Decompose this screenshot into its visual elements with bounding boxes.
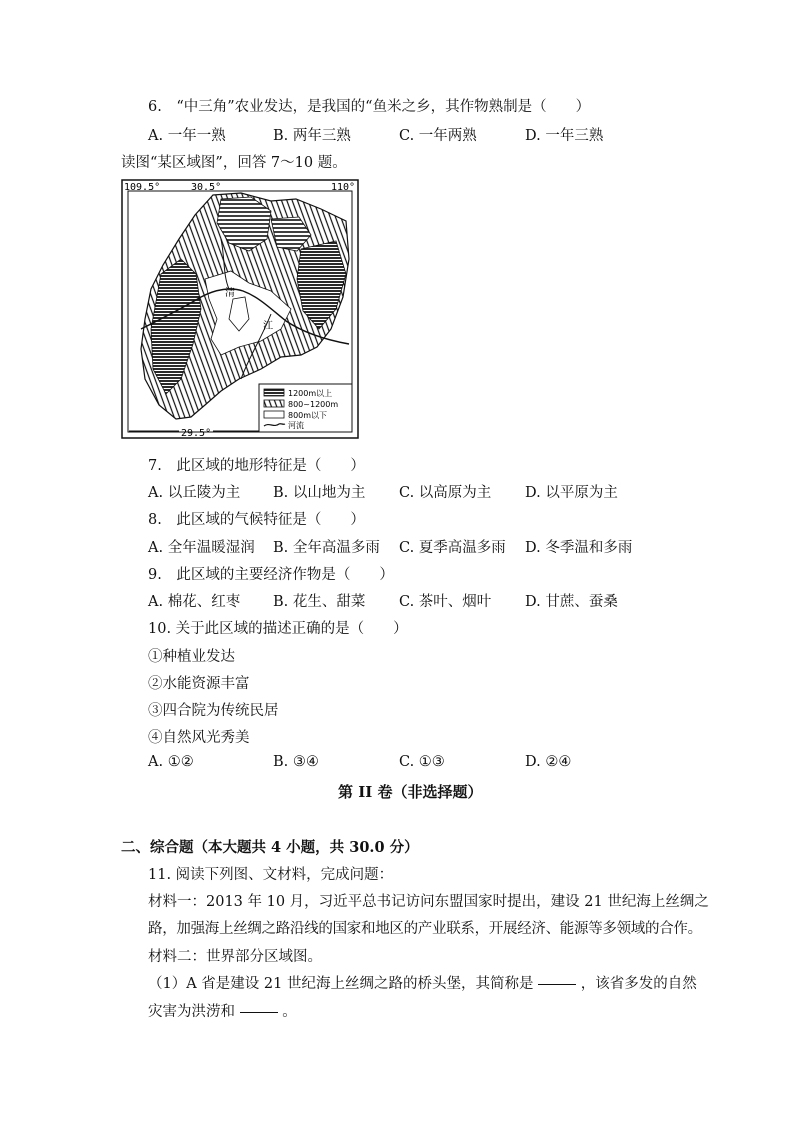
q11-sub1-line1 [148, 972, 697, 993]
q11-sub1-text-a: （1）A 省是建设 21 世纪海上丝绸之路的桥头堡，其简称是 [148, 976, 534, 992]
q11-material2: 材料二：世界部分区域图。 [148, 949, 322, 965]
q10-option-d[interactable]: D. ②④ [525, 754, 572, 770]
q7-stem: 7. 此区域的地形特征是（ ） [148, 458, 365, 474]
q6-stem: 6. “中三角”农业发达，是我国的“鱼米之乡，其作物熟制是（ ） [148, 99, 591, 115]
q10-option-c[interactable]: C. ①③ [399, 754, 445, 770]
q6-option-c[interactable]: C. 一年两熟 [399, 128, 477, 144]
q7-option-d[interactable]: D. 以平原为主 [525, 485, 618, 501]
q11-material1-line1: 材料一：2013 年 10 月，习近平总书记访问东盟国家时提出，建设 21 世纪海上丝绸之 [148, 894, 709, 910]
q10-option-a[interactable]: A. ①② [148, 754, 194, 770]
q7-option-b[interactable]: B. 以山地为主 [273, 485, 366, 501]
q6-option-d[interactable]: D. 一年三熟 [525, 128, 604, 144]
q9-stem: 9. 此区域的主要经济作物是（ ） [148, 567, 394, 583]
q7-option-c[interactable]: C. 以高原为主 [399, 485, 492, 501]
q8-option-a[interactable]: A. 全年温暖湿润 [148, 540, 255, 556]
q10-statement-2: ②水能资源丰富 [148, 676, 250, 692]
legend-swatch-mid [264, 400, 284, 407]
lon-left-label: 109.5° [124, 182, 161, 193]
region-map [121, 179, 359, 439]
part2-title: 第 II 卷（非选择题） [338, 783, 483, 801]
legend-high-label: 1200m以上 [288, 389, 333, 398]
q11-sub1-text-d: 。 [282, 1004, 297, 1020]
river-label-jiang: 江 [263, 321, 273, 332]
intro-7-10: 读图“某区域图”，回答 7～10 题。 [121, 155, 347, 171]
q7-option-a[interactable]: A. 以丘陵为主 [148, 485, 241, 501]
q9-option-b[interactable]: B. 花生、甜菜 [273, 594, 366, 610]
q11-sub1-text-b: ，该省多发的自然 [580, 976, 697, 992]
q11-sub1-line2 [148, 1000, 297, 1021]
legend-swatch-high [264, 389, 284, 396]
river-label-qing: 清 [225, 288, 235, 299]
q6-option-a[interactable]: A. 一年一熟 [148, 128, 226, 144]
q9-option-c[interactable]: C. 茶叶、烟叶 [399, 594, 492, 610]
legend-low-label: 800m以下 [288, 411, 328, 420]
q8-option-d[interactable]: D. 冬季温和多雨 [525, 540, 633, 556]
legend-swatch-low [264, 411, 284, 418]
q6-option-b[interactable]: B. 两年三熟 [273, 128, 351, 144]
q9-option-d[interactable]: D. 甘蔗、蚕桑 [525, 594, 618, 610]
q11-material1-line2: 路，加强海上丝绸之路沿线的国家和地区的产业联系，开展经济、能源等多领域的合作。 [148, 921, 702, 937]
q10-statement-4: ④自然风光秀美 [148, 730, 250, 746]
q8-option-c[interactable]: C. 夏季高温多雨 [399, 540, 506, 556]
q10-option-b[interactable]: B. ③④ [273, 754, 319, 770]
legend-river-label: 河流 [288, 421, 304, 430]
q10-statement-3: ③四合院为传统民居 [148, 703, 279, 719]
q10-statement-1: ①种植业发达 [148, 649, 235, 665]
q11-sub1-blank-1[interactable] [538, 984, 576, 985]
lon-right-label: 110° [331, 182, 356, 193]
region-map-svg [121, 179, 359, 439]
q11-sub1-blank-2[interactable] [240, 1012, 278, 1013]
section2-title: 二、综合题（本大题共 4 小题，共 30.0 分） [121, 839, 419, 856]
q10-stem: 10. 关于此区域的描述正确的是（ ） [148, 621, 408, 637]
q9-option-a[interactable]: A. 棉花、红枣 [148, 594, 241, 610]
q11-stem: 11. 阅读下列图、文材料，完成问题： [148, 867, 394, 883]
q8-stem: 8. 此区域的气候特征是（ ） [148, 512, 365, 528]
q8-option-b[interactable]: B. 全年高温多雨 [273, 540, 380, 556]
q11-sub1-text-c: 灾害为洪涝和 [148, 1004, 235, 1020]
lat-top-label: 30.5° [191, 182, 222, 193]
legend-mid-label: 800~1200m [288, 400, 339, 409]
lat-bottom-label: 29.5° [181, 428, 212, 439]
